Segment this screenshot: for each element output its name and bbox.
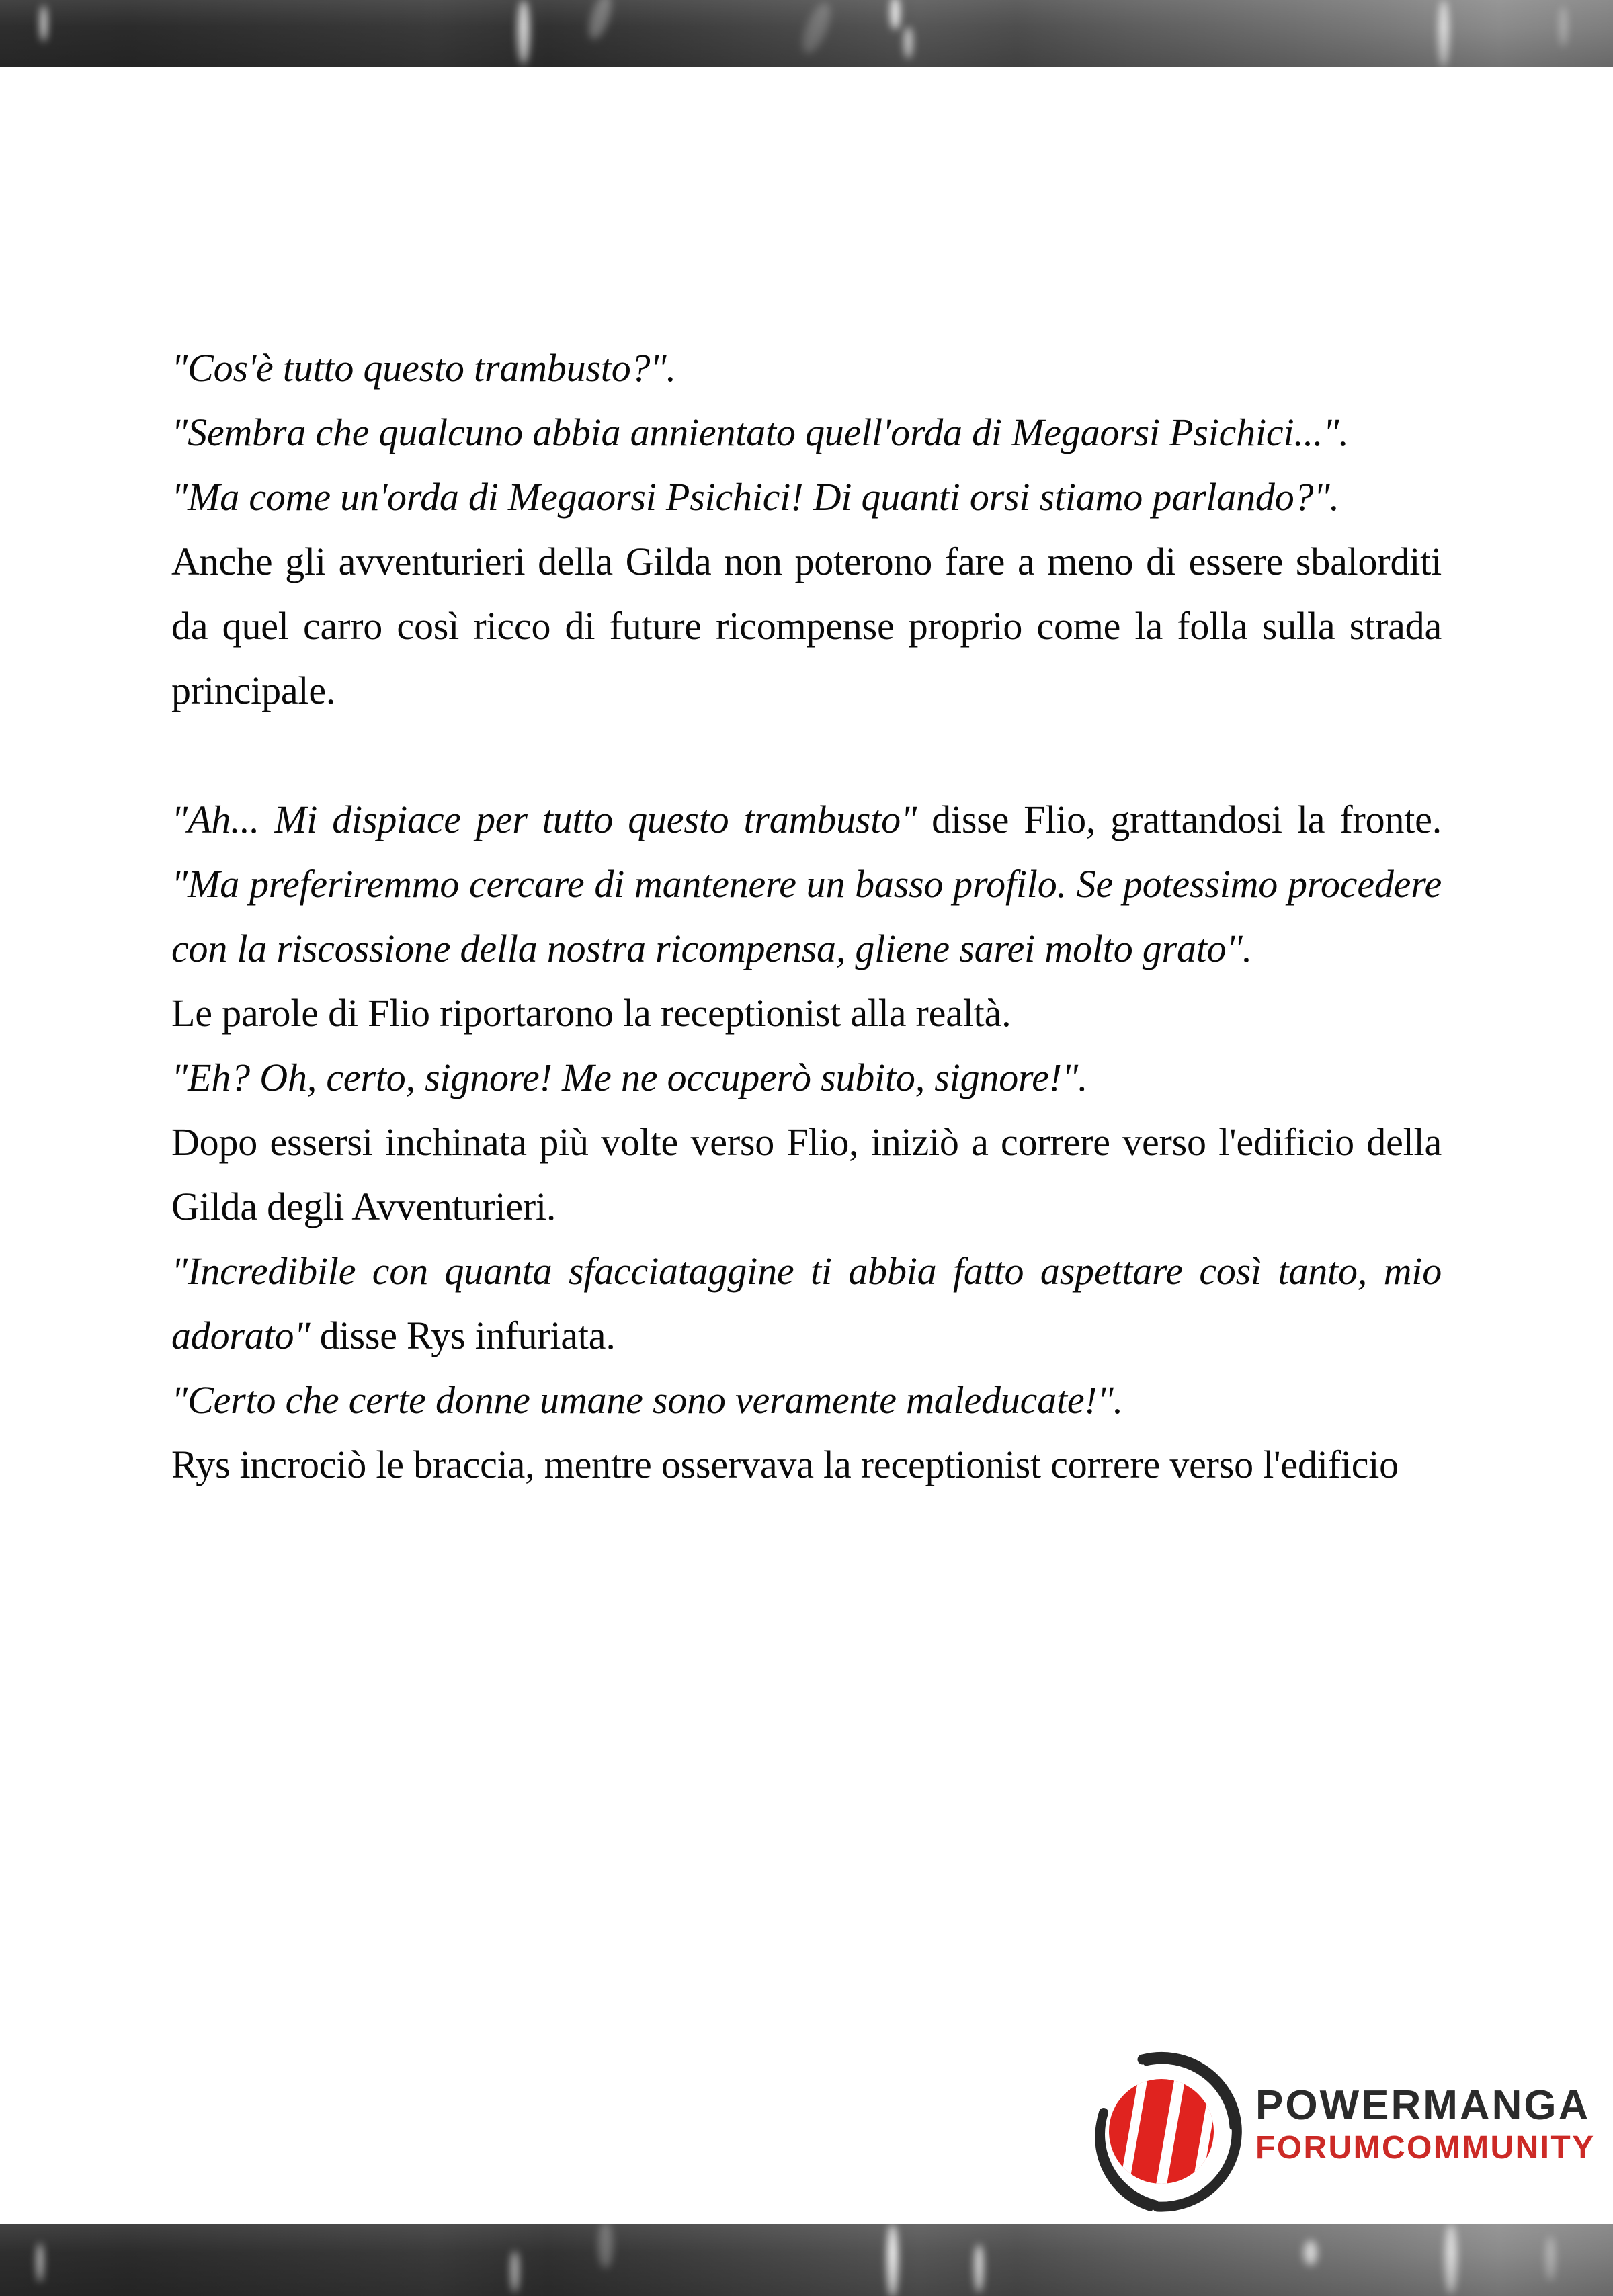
narration-rys-attribution: disse Rys infuriata. [310,1314,616,1357]
dialogue-line-1: "Cos'è tutto questo trambusto?". [171,346,676,390]
logo-brand-secondary: FORUMCOMMUNITY [1255,2130,1596,2166]
dialogue-receptionist-reply: "Eh? Oh, certo, signore! Me ne occuperò subito, signore!". [171,1056,1088,1099]
dialogue-rys-angry: "Incredibile con quanta sfacciataggine ti abbia fatto aspettare così tanto, mio adorato" [171,1249,1442,1357]
dialogue-rys-rude: "Certo che certe donne umane sono veramente maleducate!". [171,1378,1123,1422]
logo-brand-primary: POWERMANGA [1255,2082,1591,2129]
paragraph-spacer [171,723,1442,788]
dialogue-line-2: "Sembra che qualcuno abbia annientato quell'orda di Megaorsi Psichici...". [171,411,1349,454]
paragraph-block-1 [171,336,1442,723]
narration-receptionist-runs: Dopo essersi inchinata più volte verso Flio, iniziò a correre verso l'edificio della Gilda degli Avventurieri. [171,1120,1442,1228]
top-decorative-band [0,0,1613,67]
powermanga-circle-mark [1075,2048,1243,2215]
logo-wordmark [1255,2082,1596,2168]
page-text-column [171,336,1442,1497]
dialogue-flio-request: "Ma preferiremmo cercare di mantenere un basso profilo. Se potessimo procedere con la riscossione della nostra ricompensa, gliene sarei molto grato". [171,862,1442,970]
dialogue-line-3: "Ma come un'orda di Megaorsi Psichici! Di quanti orsi stiamo parlando?". [171,475,1339,519]
narration-rys-crossed-arms: Rys incrociò le braccia, mentre osservava la receptionist correre verso l'edificio [171,1443,1399,1486]
bottom-decorative-band [0,2224,1613,2296]
narration-line-1: Anche gli avventurieri della Gilda non poterono fare a meno di essere sbalorditi da quel carro così ricco di future ricompense proprio come la folla sulla strada principale. [171,540,1442,712]
dialogue-flio-apology: "Ah... Mi dispiace per tutto questo trambusto" [171,798,917,841]
narration-receptionist-reality: Le parole di Flio riportarono la receptionist alla realtà. [171,991,1011,1035]
paragraph-block-2 [171,788,1442,1497]
powermanga-logo [1075,2048,1596,2215]
narration-flio-attribution: disse Flio, grattandosi la fronte. [917,798,1442,841]
